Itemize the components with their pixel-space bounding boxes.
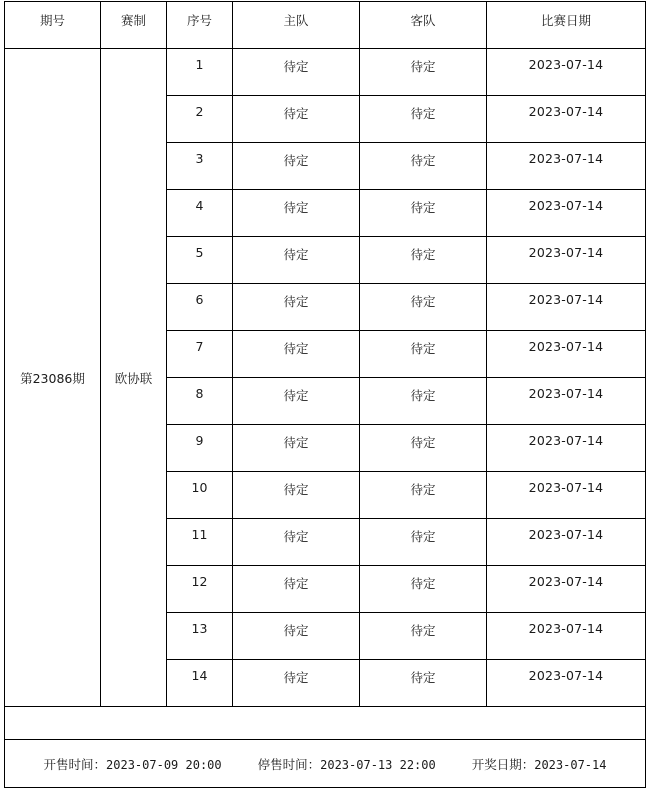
home-team-cell: 待定	[233, 284, 360, 331]
match-date-cell: 2023-07-14	[487, 49, 646, 96]
seq-cell: 3	[167, 143, 233, 190]
away-team-cell: 待定	[360, 96, 487, 143]
home-team-cell: 待定	[233, 143, 360, 190]
home-team-cell: 待定	[233, 519, 360, 566]
match-date-cell: 2023-07-14	[487, 472, 646, 519]
seq-cell: 14	[167, 660, 233, 707]
footer-cell	[5, 740, 646, 788]
match-date-cell: 2023-07-14	[487, 237, 646, 284]
draw-date-label: 开奖日期：	[471, 756, 535, 772]
seq-cell: 8	[167, 378, 233, 425]
header-format: 赛制	[101, 2, 167, 49]
seq-cell: 2	[167, 96, 233, 143]
home-team-cell: 待定	[233, 237, 360, 284]
header-seq: 序号	[167, 2, 233, 49]
home-team-cell: 待定	[233, 96, 360, 143]
sale-stop-value: 2023-07-13 22:00	[320, 757, 436, 772]
seq-cell: 6	[167, 284, 233, 331]
home-team-cell: 待定	[233, 472, 360, 519]
away-team-cell: 待定	[360, 143, 487, 190]
seq-cell: 9	[167, 425, 233, 472]
table-row	[5, 49, 646, 96]
home-team-cell: 待定	[233, 566, 360, 613]
home-team-cell: 待定	[233, 49, 360, 96]
match-date-cell: 2023-07-14	[487, 96, 646, 143]
away-team-cell: 待定	[360, 660, 487, 707]
header-home: 主队	[233, 2, 360, 49]
match-date-cell: 2023-07-14	[487, 566, 646, 613]
header-row	[5, 2, 646, 49]
sale-stop-label: 停售时间：	[257, 756, 321, 772]
home-team-cell: 待定	[233, 613, 360, 660]
away-team-cell: 待定	[360, 284, 487, 331]
header-away: 客队	[360, 2, 487, 49]
seq-cell: 5	[167, 237, 233, 284]
seq-cell: 13	[167, 613, 233, 660]
away-team-cell: 待定	[360, 425, 487, 472]
home-team-cell: 待定	[233, 425, 360, 472]
match-date-cell: 2023-07-14	[487, 519, 646, 566]
away-team-cell: 待定	[360, 519, 487, 566]
sale-stop	[258, 755, 436, 773]
sale-start	[44, 755, 222, 773]
away-team-cell: 待定	[360, 566, 487, 613]
match-date-cell: 2023-07-14	[487, 143, 646, 190]
away-team-cell: 待定	[360, 49, 487, 96]
away-team-cell: 待定	[360, 331, 487, 378]
home-team-cell: 待定	[233, 378, 360, 425]
seq-cell: 10	[167, 472, 233, 519]
home-team-cell: 待定	[233, 190, 360, 237]
match-date-cell: 2023-07-14	[487, 660, 646, 707]
seq-cell: 7	[167, 331, 233, 378]
match-list	[5, 49, 646, 707]
header-issue: 期号	[5, 2, 101, 49]
match-date-cell: 2023-07-14	[487, 331, 646, 378]
schedule-document	[4, 1, 645, 788]
match-date-cell: 2023-07-14	[487, 378, 646, 425]
seq-cell: 11	[167, 519, 233, 566]
match-date-cell: 2023-07-14	[487, 613, 646, 660]
sale-start-label: 开售时间：	[43, 756, 107, 772]
footer-row	[5, 740, 646, 788]
away-team-cell: 待定	[360, 472, 487, 519]
away-team-cell: 待定	[360, 613, 487, 660]
format-cell: 欧协联	[101, 49, 167, 707]
away-team-cell: 待定	[360, 190, 487, 237]
draw-date	[472, 755, 607, 773]
home-team-cell: 待定	[233, 660, 360, 707]
match-date-cell: 2023-07-14	[487, 425, 646, 472]
issue-cell: 第23086期	[5, 49, 101, 707]
match-date-cell: 2023-07-14	[487, 284, 646, 331]
seq-cell: 12	[167, 566, 233, 613]
match-date-cell: 2023-07-14	[487, 190, 646, 237]
away-team-cell: 待定	[360, 237, 487, 284]
seq-cell: 1	[167, 49, 233, 96]
away-team-cell: 待定	[360, 378, 487, 425]
draw-date-value: 2023-07-14	[534, 757, 607, 772]
header-date: 比赛日期	[487, 2, 646, 49]
home-team-cell: 待定	[233, 331, 360, 378]
seq-cell: 4	[167, 190, 233, 237]
blank-cell	[5, 707, 646, 740]
sale-start-value: 2023-07-09 20:00	[106, 757, 222, 772]
schedule-table	[4, 1, 646, 788]
blank-row	[5, 707, 646, 740]
